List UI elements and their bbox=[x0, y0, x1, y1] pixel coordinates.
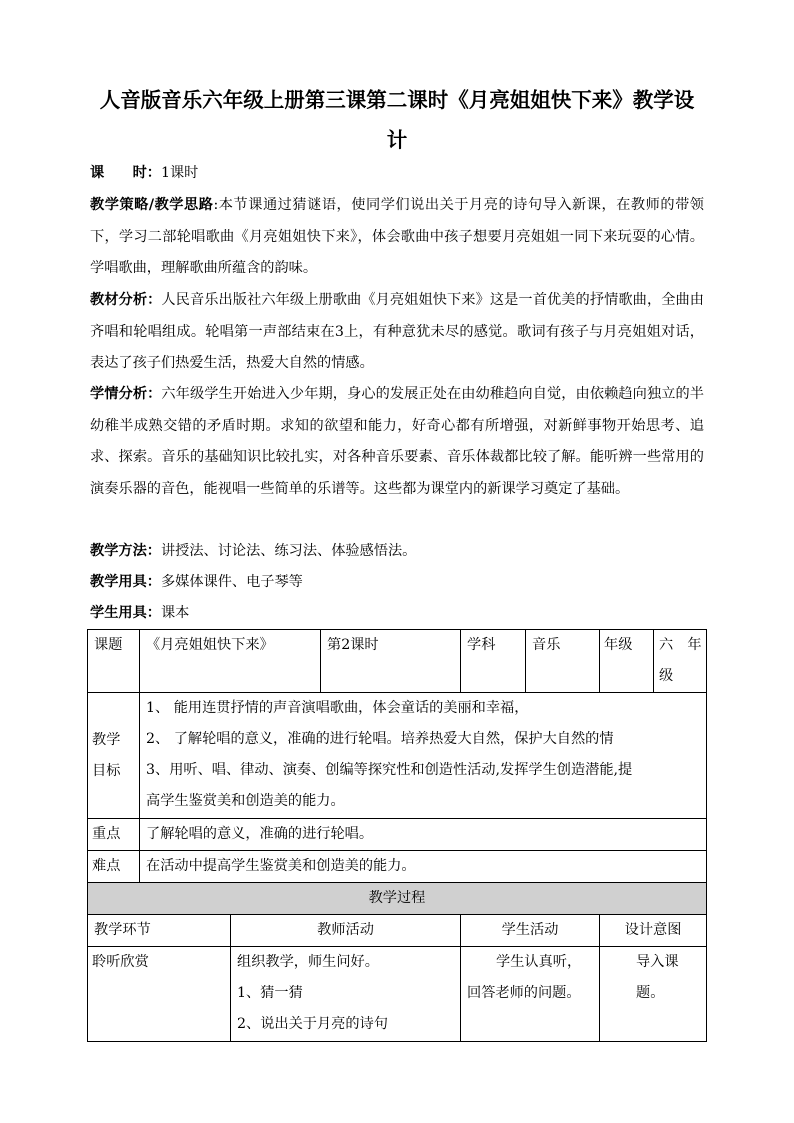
difficulty-label-cell: 难点 bbox=[88, 851, 140, 883]
goals-label-cell bbox=[88, 693, 140, 819]
class-hours-label: 课 时： bbox=[90, 165, 161, 181]
process-row bbox=[88, 947, 707, 1042]
class-hours-value: 1课时 bbox=[160, 165, 199, 181]
teacher-activity-line-2: 1、猜一猜 bbox=[237, 985, 303, 1001]
process-header-cell: 教学过程 bbox=[88, 883, 707, 915]
student-tools-paragraph bbox=[90, 598, 704, 630]
material-analysis-text: 人民音乐出版社六年级上册歌曲《月亮姐姐快下来》这是一首优美的抒情歌曲，全曲由齐唱和轮唱组成。轮唱第一声部结束在3上，有种意犹未尽的感觉。歌词有孩子与月亮姐姐对话，表达了孩子们热爱生活，热爱大自然的情感。 bbox=[90, 292, 704, 371]
key-point-label-cell: 重点 bbox=[88, 819, 140, 851]
goal-item-1: 1、 能用连贯抒情的声音演唱歌曲，体会童话的美丽和幸福， bbox=[146, 700, 529, 716]
goal-item-4: 高学生鉴赏美和创造美的能力。 bbox=[146, 793, 345, 809]
topic-row bbox=[88, 630, 707, 693]
grade-line-2: 级 bbox=[659, 668, 674, 684]
student-activity-cell bbox=[461, 947, 600, 1042]
goals-cell bbox=[140, 693, 707, 819]
methods-paragraph bbox=[90, 536, 704, 568]
column-stage: 教学环节 bbox=[88, 915, 231, 947]
design-intent-cell: 导入课题。 bbox=[600, 947, 707, 1042]
topic-label-cell: 课题 bbox=[88, 630, 140, 693]
teacher-activity-line-3: 2、说出关于月亮的诗句 bbox=[237, 1016, 388, 1032]
material-analysis-paragraph bbox=[90, 285, 704, 380]
student-analysis-paragraph bbox=[90, 379, 704, 505]
topic-cell: 《月亮姐姐快下来》 bbox=[140, 630, 321, 693]
document-title-line-2: 计 bbox=[386, 128, 408, 152]
grade-line-1: 六 年 bbox=[659, 637, 702, 653]
grade-label-cell: 年级 bbox=[600, 630, 654, 693]
difficulty-row bbox=[88, 851, 707, 883]
student-tools-text: 课本 bbox=[160, 605, 190, 621]
class-hours bbox=[90, 158, 704, 190]
goal-item-2: 2、 了解轮唱的意义，准确的进行轮唱。培养热爱大自然，保护大自然的情 bbox=[146, 731, 614, 747]
teaching-tools-text: 多媒体课件、电子琴等 bbox=[160, 574, 303, 590]
column-teacher-activity: 教师活动 bbox=[231, 915, 461, 947]
stage-cell: 聆听欣赏 bbox=[88, 947, 231, 1042]
material-analysis-label: 教材分析： bbox=[90, 292, 162, 308]
strategy-text: :本节课通过猜谜语，使同学们说出关于月亮的诗句导入新课，在教师的带领下，学习二部轮唱歌曲《月亮姐姐快下来》，体会歌曲中孩子想要月亮姐姐一同下来玩耍的心情。学唱歌曲，理解歌曲所蕴含的韵味。 bbox=[90, 197, 704, 276]
teaching-tools-label: 教学用具： bbox=[90, 574, 161, 590]
student-activity-line-2: 回答老师的问题。 bbox=[467, 985, 581, 1001]
document-title-line-1: 人音版音乐六年级上册第三课第二课时《月亮姐姐快下来》教学设 bbox=[99, 88, 695, 112]
teacher-activity-cell bbox=[231, 947, 461, 1042]
goals-label-line-2: 目标 bbox=[92, 762, 121, 779]
column-design-intent: 设计意图 bbox=[600, 915, 707, 947]
subject-cell: 音乐 bbox=[526, 630, 600, 693]
teaching-tools-paragraph bbox=[90, 567, 704, 599]
column-student-activity: 学生活动 bbox=[461, 915, 600, 947]
goal-item-3: 3、用听、唱、律动、演奏、创编等探究性和创造性活动,发挥学生创造潜能,提 bbox=[146, 762, 633, 778]
goals-label-line-1: 教学 bbox=[92, 731, 121, 748]
grade-cell bbox=[654, 630, 707, 693]
difficulty-cell: 在活动中提高学生鉴赏美和创造美的能力。 bbox=[140, 851, 707, 883]
key-point-cell: 了解轮唱的意义，准确的进行轮唱。 bbox=[140, 819, 707, 851]
goals-row bbox=[88, 693, 707, 819]
student-tools-label: 学生用具： bbox=[90, 605, 161, 621]
student-activity-line-1: 学生认真听， bbox=[496, 954, 582, 970]
strategy-paragraph bbox=[90, 190, 704, 285]
methods-text: 讲授法、讨论法、练习法、体验感悟法。 bbox=[160, 543, 417, 559]
lesson-number-cell: 第2课时 bbox=[321, 630, 461, 693]
process-columns-row bbox=[88, 915, 707, 947]
key-point-row bbox=[88, 819, 707, 851]
process-header-row bbox=[88, 883, 707, 915]
teacher-activity-line-1: 组织教学，师生问好。 bbox=[237, 954, 379, 970]
methods-label: 教学方法： bbox=[90, 543, 161, 559]
strategy-label: 教学策略/教学思路 bbox=[90, 197, 214, 213]
student-analysis-text: 六年级学生开始进入少年期，身心的发展正处在由幼稚趋向自觉，由依赖趋向独立的半幼稚半成熟交错的矛盾时期。求知的欲望和能力，好奇心都有所增强，对新鲜事物开始思考、追求、探索。音乐的基础知识比较扎实，对各种音乐要素、音乐体裁都比较了解。能听辨一些常用的演奏乐器的音色，能视唱一些简单的乐谱等。这些都为课堂内的新课学习奠定了基础。 bbox=[90, 386, 704, 497]
student-analysis-label: 学情分析： bbox=[90, 386, 162, 402]
lesson-info-table bbox=[87, 629, 707, 1042]
subject-label-cell: 学科 bbox=[461, 630, 526, 693]
